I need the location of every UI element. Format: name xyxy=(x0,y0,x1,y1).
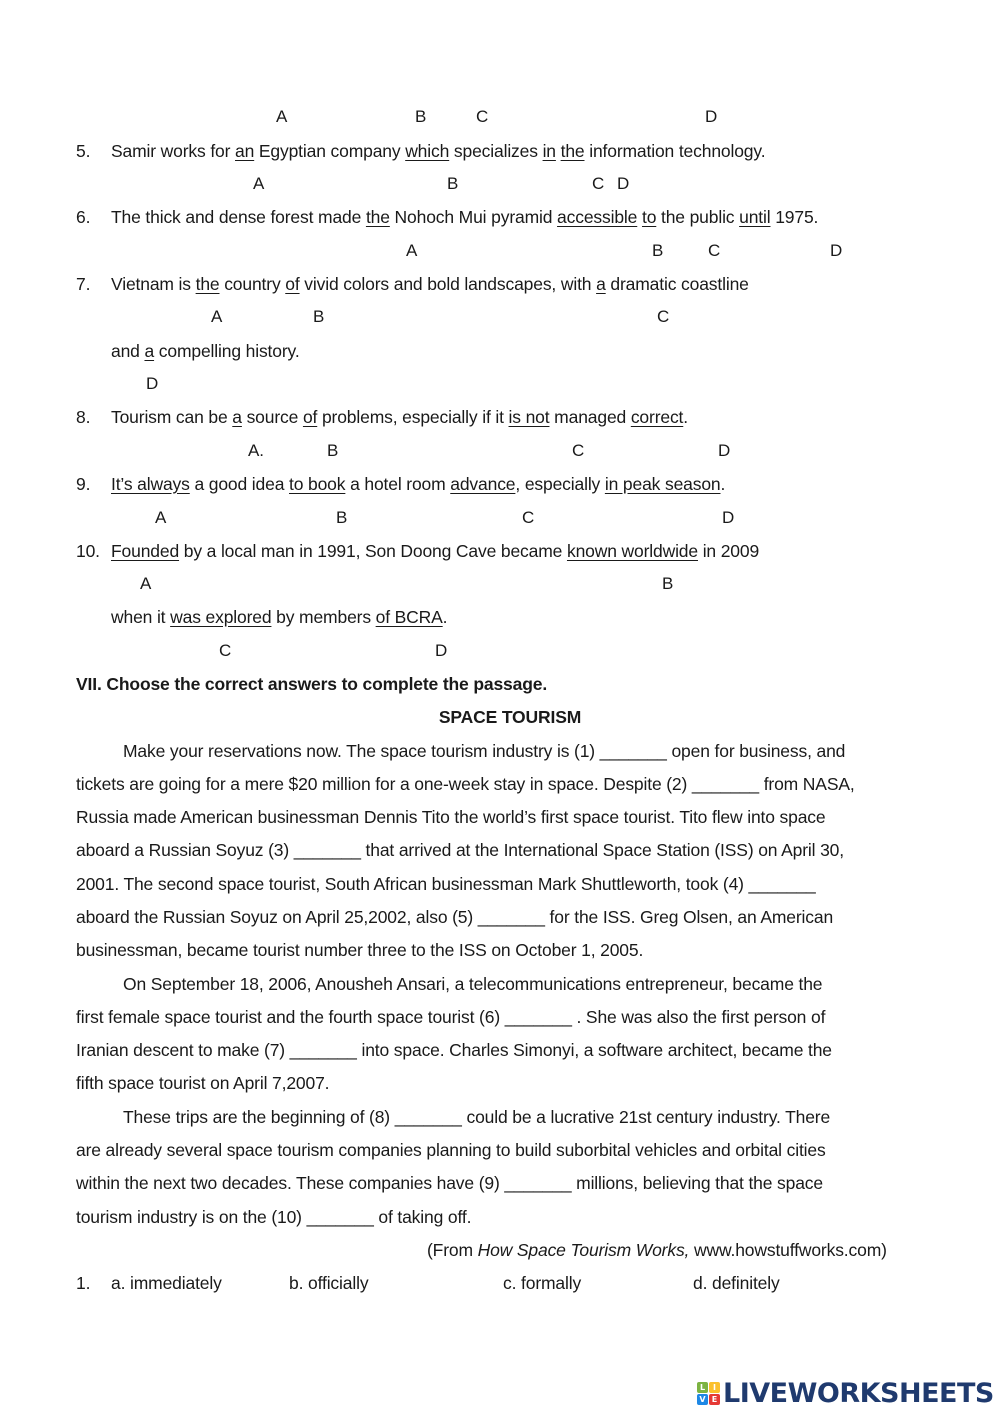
option-b[interactable]: b. officially xyxy=(289,1273,369,1293)
option-c-underlined: advance xyxy=(450,474,516,494)
letter-d: D xyxy=(146,374,159,393)
letter-d: D xyxy=(722,508,735,527)
option-a-underlined: a xyxy=(232,407,242,427)
option-a-underlined: an xyxy=(235,141,255,161)
option-a[interactable]: a. immediately xyxy=(111,1273,222,1293)
letter-c: C xyxy=(219,641,232,660)
letter-b: B xyxy=(447,174,459,193)
option-c-underlined: in xyxy=(542,141,556,161)
letter-a: A xyxy=(140,574,152,593)
question-number: 5. xyxy=(76,141,91,161)
letter-b: B xyxy=(336,508,348,527)
option-d-underlined: in peak season xyxy=(604,474,721,494)
question-text: Founded by a local man in 1991, Son Doong Cave became known worldwide in 2009 xyxy=(111,541,760,561)
option-a-underlined: the xyxy=(195,274,220,294)
letter-a: A xyxy=(253,174,265,193)
letter-c: C xyxy=(572,441,585,460)
option-d-underlined: correct xyxy=(630,407,684,427)
letter-d: D xyxy=(718,441,731,460)
option-d-underlined: until xyxy=(739,207,771,227)
option-c-underlined: a xyxy=(596,274,606,294)
option-a-underlined: the xyxy=(365,207,390,227)
letter-d: D xyxy=(617,174,630,193)
letter-c: C xyxy=(592,174,605,193)
question-text: Samir works for an Egyptian company which specializes in the information technology. xyxy=(111,141,766,161)
letter-a: A xyxy=(276,107,288,126)
option-b-underlined: which xyxy=(405,141,450,161)
option-d-underlined: of BCRA xyxy=(375,607,443,627)
option-d[interactable]: d. definitely xyxy=(693,1273,780,1293)
question-number: 8. xyxy=(76,407,91,427)
question-text: and a compelling history. xyxy=(111,341,300,361)
option-b-underlined: to book xyxy=(289,474,346,494)
option-b-underlined: accessible xyxy=(557,207,638,227)
logo-text: LIVEWORKSHEETS xyxy=(723,1377,994,1409)
letter-b: B xyxy=(313,307,325,326)
question-number: 1. xyxy=(76,1273,91,1293)
source-title: How Space Tourism Works, xyxy=(477,1240,690,1260)
option-d-underlined: a xyxy=(144,341,155,361)
passage-title: SPACE TOURISM xyxy=(438,707,582,727)
letter-b: B xyxy=(415,107,427,126)
question-number: 9. xyxy=(76,474,91,494)
question-text: when it was explored by members of BCRA. xyxy=(111,607,448,627)
option-d-underlined: the xyxy=(560,141,585,161)
question-text: It’s always a good idea to book a hotel room advance, especially in peak season. xyxy=(111,474,726,494)
letter-b: B xyxy=(662,574,674,593)
question-text: Vietnam is the country of vivid colors and bold landscapes, with a dramatic coastline xyxy=(111,274,749,294)
option-a-underlined: It’s always xyxy=(111,474,190,494)
letter-d: D xyxy=(705,107,718,126)
letter-a: A. xyxy=(248,441,264,460)
letter-b: B xyxy=(327,441,339,460)
option-b-underlined: of xyxy=(302,407,318,427)
option-b-underlined: known worldwide xyxy=(566,541,698,561)
option-b-underlined: of xyxy=(285,274,300,294)
letter-a: A xyxy=(406,241,418,260)
option-c-underlined: to xyxy=(641,207,657,227)
letter-a: A xyxy=(211,307,223,326)
question-number: 10. xyxy=(76,541,100,561)
letter-c: C xyxy=(708,241,721,260)
letter-b: B xyxy=(652,241,664,260)
question-text: Tourism can be a source of problems, especially if it is not managed correct. xyxy=(111,407,688,427)
option-a-underlined: Founded xyxy=(111,541,180,561)
letter-a: A xyxy=(155,508,167,527)
question-number: 6. xyxy=(76,207,91,227)
letter-d: D xyxy=(830,241,843,260)
letter-c: C xyxy=(522,508,535,527)
live-tiles-icon: L I V E xyxy=(697,1382,720,1405)
option-c-underlined: is not xyxy=(508,407,550,427)
letter-c: C xyxy=(476,107,489,126)
option-c[interactable]: c. formally xyxy=(503,1273,582,1293)
question-text: The thick and dense forest made the Nohoch Mui pyramid accessible to the public until 1975. xyxy=(111,207,819,227)
letter-c: C xyxy=(657,307,670,326)
option-c-underlined: was explored xyxy=(170,607,272,627)
question-number: 7. xyxy=(76,274,91,294)
liveworksheets-logo xyxy=(697,1378,994,1408)
letter-d: D xyxy=(435,641,448,660)
